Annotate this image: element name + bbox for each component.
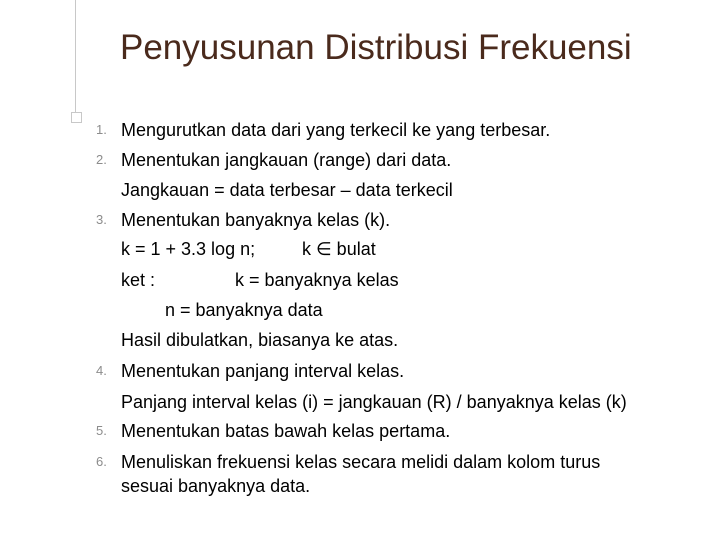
list-item-3-ket-k: k = banyaknya kelas <box>235 270 399 290</box>
list-item-6-line-2: sesuai banyaknya data. <box>121 476 311 496</box>
list-item-2-formula: Jangkauan = data terbesar – data terkecil <box>121 180 453 200</box>
list-item-6-line-1: Menuliskan frekuensi kelas secara melidi dalam kolom turus <box>121 452 601 472</box>
list-item-3-ket-n: n = banyaknya data <box>165 300 323 320</box>
list-number-1: 1. <box>96 122 107 137</box>
list-item-3-ket-label: ket : <box>121 270 156 290</box>
slide-title: Penyusunan Distribusi Frekuensi <box>120 28 632 67</box>
list-item-5: Menentukan batas bawah kelas pertama. <box>121 421 451 441</box>
list-number-6: 6. <box>96 454 107 469</box>
list-item-1: Mengurutkan data dari yang terkecil ke yang terbesar. <box>121 120 551 140</box>
list-number-2: 2. <box>96 152 107 167</box>
list-item-4-formula: Panjang interval kelas (i) = jangkauan (R) / banyaknya kelas (k) <box>121 392 627 412</box>
list-item-2: Menentukan jangkauan (range) dari data. <box>121 150 452 170</box>
list-number-5: 5. <box>96 423 107 438</box>
list-item-3: Menentukan banyaknya kelas (k). <box>121 210 391 230</box>
list-item-4: Menentukan panjang interval kelas. <box>121 361 405 381</box>
list-item-3-rounding: Hasil dibulatkan, biasanya ke atas. <box>121 330 399 350</box>
list-number-3: 3. <box>96 212 107 227</box>
list-item-3-note: k ∈ bulat <box>302 239 376 259</box>
list-item-3-formula: k = 1 + 3.3 log n; <box>121 239 256 259</box>
list-number-4: 4. <box>96 363 107 378</box>
decorative-square-marker <box>71 112 82 123</box>
decorative-rule <box>75 0 76 112</box>
